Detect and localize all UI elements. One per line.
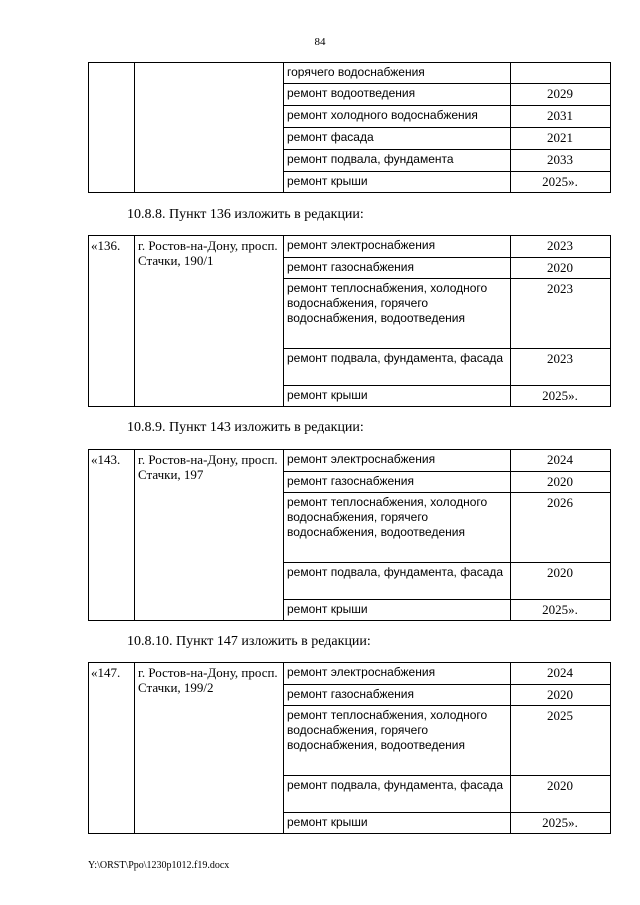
year-cell: 2023 bbox=[511, 279, 611, 349]
year-cell: 2024 bbox=[511, 450, 611, 472]
table-item-136 bbox=[88, 235, 611, 407]
year-cell: 2020 bbox=[511, 563, 611, 600]
work-cell: ремонт газоснабжения bbox=[284, 685, 511, 706]
work-cell: ремонт электроснабжения bbox=[284, 236, 511, 258]
number-cell bbox=[89, 63, 135, 193]
footer-file-path: Y:\ORST\Ppo\1230p1012.f19.docx bbox=[88, 860, 230, 871]
work-cell: ремонт подвала, фундамента bbox=[284, 150, 511, 172]
work-cell: ремонт крыши bbox=[284, 600, 511, 621]
work-cell: ремонт газоснабжения bbox=[284, 258, 511, 279]
number-cell: «147. bbox=[89, 663, 135, 834]
work-cell: ремонт электроснабжения bbox=[284, 663, 511, 685]
address-cell: г. Ростов-на-Дону, просп. Стачки, 199/2 bbox=[135, 663, 284, 834]
section-heading: 10.8.8. Пункт 136 изложить в редакции: bbox=[127, 207, 364, 222]
work-cell: ремонт водоотведения bbox=[284, 84, 511, 106]
year-cell: 2025». bbox=[511, 600, 611, 621]
section-heading: 10.8.10. Пункт 147 изложить в редакции: bbox=[127, 634, 371, 649]
year-cell: 2020 bbox=[511, 685, 611, 706]
year-cell: 2020 bbox=[511, 776, 611, 813]
table-continuation bbox=[88, 62, 611, 193]
number-cell: «143. bbox=[89, 450, 135, 621]
table-row bbox=[89, 236, 611, 258]
section-heading: 10.8.9. Пункт 143 изложить в редакции: bbox=[127, 420, 364, 435]
work-cell: ремонт подвала, фундамента, фасада bbox=[284, 349, 511, 386]
work-cell: ремонт крыши bbox=[284, 172, 511, 193]
year-cell: 2029 bbox=[511, 84, 611, 106]
year-cell: 2024 bbox=[511, 663, 611, 685]
work-cell: ремонт подвала, фундамента, фасада bbox=[284, 776, 511, 813]
year-cell: 2025». bbox=[511, 386, 611, 407]
year-cell: 2020 bbox=[511, 258, 611, 279]
address-cell: г. Ростов-на-Дону, просп. Стачки, 190/1 bbox=[135, 236, 284, 407]
year-cell bbox=[511, 63, 611, 84]
year-cell: 2021 bbox=[511, 128, 611, 150]
table-item-143 bbox=[88, 449, 611, 621]
year-cell: 2025». bbox=[511, 813, 611, 834]
work-cell: ремонт теплоснабжения, холодного водоснабжения, горячего водоснабжения, водоотведения bbox=[284, 493, 511, 563]
year-cell: 2025 bbox=[511, 706, 611, 776]
year-cell: 2033 bbox=[511, 150, 611, 172]
year-cell: 2023 bbox=[511, 349, 611, 386]
work-cell: ремонт холодного водоснабжения bbox=[284, 106, 511, 128]
work-cell: ремонт фасада bbox=[284, 128, 511, 150]
work-cell: ремонт теплоснабжения, холодного водоснабжения, горячего водоснабжения, водоотведения bbox=[284, 706, 511, 776]
work-cell: ремонт крыши bbox=[284, 813, 511, 834]
year-cell: 2026 bbox=[511, 493, 611, 563]
year-cell: 2025». bbox=[511, 172, 611, 193]
table-row bbox=[89, 450, 611, 472]
year-cell: 2020 bbox=[511, 472, 611, 493]
work-cell: ремонт электроснабжения bbox=[284, 450, 511, 472]
table-row bbox=[89, 663, 611, 685]
work-cell: ремонт теплоснабжения, холодного водоснабжения, горячего водоснабжения, водоотведения bbox=[284, 279, 511, 349]
table-row bbox=[89, 63, 611, 84]
page-number: 84 bbox=[314, 36, 326, 48]
work-cell: ремонт подвала, фундамента, фасада bbox=[284, 563, 511, 600]
work-cell: ремонт крыши bbox=[284, 386, 511, 407]
table-item-147 bbox=[88, 662, 611, 834]
work-cell: горячего водоснабжения bbox=[284, 63, 511, 84]
year-cell: 2023 bbox=[511, 236, 611, 258]
address-cell bbox=[135, 63, 284, 193]
address-cell: г. Ростов-на-Дону, просп. Стачки, 197 bbox=[135, 450, 284, 621]
year-cell: 2031 bbox=[511, 106, 611, 128]
work-cell: ремонт газоснабжения bbox=[284, 472, 511, 493]
number-cell: «136. bbox=[89, 236, 135, 407]
